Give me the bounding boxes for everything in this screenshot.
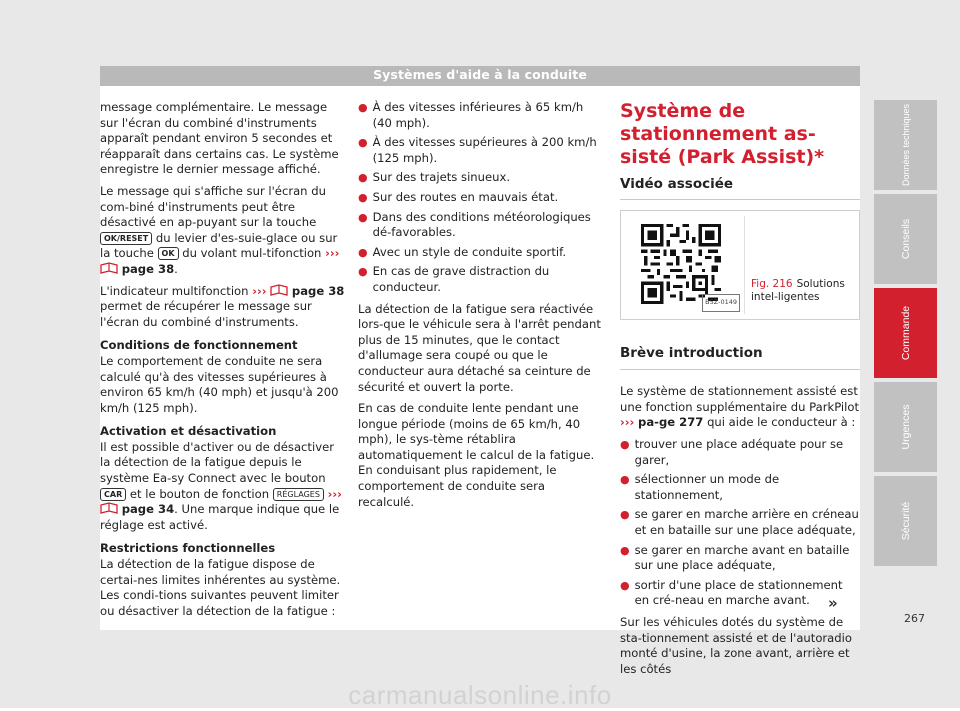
- list-item-text: Sur des trajets sinueux.: [372, 170, 511, 185]
- car-key-icon: CAR: [100, 488, 126, 501]
- bullet-icon: ●: [358, 171, 368, 185]
- figure-number: Fig. 216: [751, 277, 793, 290]
- paragraph: En cas de conduite lente pendant une longue période (moins de 65 km/h, 40 mph), le sys-tème rétablira automatiquement le calcul de la fatigue. En conduisant plus rapidement, le comportement de conduite sera recalculé.: [358, 401, 595, 509]
- chapter-tabs: [874, 100, 937, 570]
- page-number: 267: [904, 612, 925, 625]
- qr-code-panel[interactable]: [626, 216, 745, 314]
- text: Le système de stationnement assisté est une fonction supplémentaire du ParkPilot: [620, 384, 860, 414]
- figure-code: B5Z-0149: [702, 294, 740, 312]
- subheading-conditions: Conditions de fonctionnement: [100, 338, 298, 353]
- tab-label: Conseils: [899, 218, 912, 260]
- intro-heading: Brève introduction: [620, 346, 860, 371]
- list-item: [358, 190, 604, 206]
- list-item-text: Sur des routes en mauvais état.: [372, 189, 559, 204]
- list-item-text: trouver une place adéquate pour se garer,: [634, 436, 844, 467]
- list-item-text: Avec un style de conduite sportif.: [372, 244, 567, 259]
- paragraph: Sur les véhicules dotés du système de sta-tionnement assisté et de l'autoradio monté d'usine, la zone avant, arrière et les côtés: [620, 614, 852, 676]
- tab-commande[interactable]: [874, 288, 937, 378]
- list-item: [620, 472, 860, 503]
- column-2: [358, 100, 604, 516]
- bullet-icon: ●: [358, 136, 368, 150]
- list-item: [358, 135, 604, 166]
- list-item-text: En cas de grave distraction du conducteur.: [372, 264, 550, 294]
- list-item: [620, 578, 860, 609]
- page-reference-link[interactable]: page 34: [121, 502, 175, 517]
- text: permet de récupérer le message sur l'écran du combiné d'instruments.: [100, 299, 312, 329]
- reference-arrows: ›››: [620, 415, 635, 430]
- tab-label: Urgences: [899, 404, 912, 450]
- book-reference-icon: [270, 284, 288, 296]
- paragraph: [100, 440, 346, 534]
- tab-label: Données techniques: [900, 103, 911, 187]
- tab-urgences[interactable]: [874, 382, 937, 472]
- reglages-key-icon: RÉGLAGES: [273, 488, 324, 501]
- subheading-restrictions: Restrictions fonctionnelles: [100, 541, 276, 556]
- list-item-text: se garer en marche arrière en créneau et en bataille sur une place adéquate,: [634, 507, 859, 537]
- figure-caption: [751, 278, 857, 304]
- text: et le bouton de fonction: [129, 486, 270, 501]
- list-item-text: sélectionner un mode de stationnement,: [634, 472, 780, 502]
- bullet-icon: ●: [358, 210, 368, 224]
- video-heading: Vidéo associée: [620, 177, 860, 200]
- paragraph: La détection de la fatigue sera réactivée lors-que le véhicule sera à l'arrêt pendant plus de 15 minutes, que le contact d'allumage sera coupé ou que le conducteur aura détaché sa ceinture de sécurité et ouvert la porte.: [358, 301, 601, 394]
- column-1: [100, 100, 346, 625]
- bullet-icon: ●: [620, 437, 630, 451]
- page-reference-link[interactable]: pa-ge 277: [638, 415, 704, 430]
- ok-reset-key-icon: OK/RESET: [100, 232, 152, 245]
- paragraph: Le comportement de conduite ne sera calculé qu'à des vitesses supérieures à environ 65 km/h (40 mph) et jusqu'à 200 km/h (125 mph).: [100, 353, 339, 415]
- header-band: [100, 66, 860, 86]
- bullet-icon: ●: [620, 473, 630, 487]
- book-reference-icon: [100, 262, 118, 274]
- list-item: [358, 170, 604, 186]
- text: L'indicateur multifonction: [100, 283, 249, 298]
- subheading-activation: Activation et désactivation: [100, 424, 277, 439]
- text: Le message qui s'affiche sur l'écran du com-biné d'instruments peut être désactivé en ap-puyant sur la touche: [100, 183, 326, 230]
- list-item-text: À des vitesses supérieures à 200 km/h (125 mph).: [372, 135, 597, 165]
- list-item-text: sortir d'une place de stationnement en cré-neau en marche avant.: [634, 577, 843, 608]
- list-item: [358, 245, 604, 261]
- header-title: Systèmes d'aide à la conduite: [373, 67, 587, 82]
- text: du levier d'es-suie-glace ou sur la touche: [100, 230, 338, 261]
- section-title: Système de stationnement as-sisté (Park Assist)*: [620, 100, 825, 168]
- list-item: [620, 507, 860, 538]
- paragraph: [620, 384, 860, 431]
- list-item: [358, 210, 604, 241]
- caption-text: Solutions intel-ligentes: [751, 277, 845, 303]
- qr-code-icon[interactable]: [641, 224, 721, 304]
- bullet-icon: ●: [620, 508, 630, 522]
- tab-label: Commande: [899, 305, 912, 361]
- bullet-icon: ●: [358, 265, 368, 279]
- list-item-text: se garer en marche avant en bataille sur une place adéquate,: [634, 542, 850, 573]
- paragraph: Le message qui s'affiche sur l'écran du com-biné d'instruments peut être désactivé en ap-puyant sur la touche OK/RESET du levier d'es-suie-glace ou sur la touche OK du volant mul-tifonction ››› page 38.: [100, 183, 340, 276]
- paragraph: message complémentaire. Le message sur l'écran du combiné d'instruments apparaît pendant environ 5 secondes et réapparaît dans certains cas. Le système enregistre le dernier message affiché.: [100, 100, 339, 177]
- paragraph: [100, 284, 346, 331]
- list-item-text: À des vitesses inférieures à 65 km/h (40 mph).: [372, 100, 584, 130]
- tab-label: Sécurité: [899, 501, 912, 541]
- page-content: [100, 86, 860, 676]
- ok-key-icon: OK: [158, 247, 179, 260]
- bullet-icon: ●: [358, 190, 368, 204]
- figure-216: [620, 210, 860, 320]
- continued-icon: »: [828, 594, 838, 612]
- paragraph: La détection de la fatigue dispose de certai-nes limites inhérentes au système. Les condi-tions suivantes peuvent limiter ou désactiver la détection de la fatigue :: [100, 557, 341, 618]
- reference-arrows: ›››: [252, 283, 267, 298]
- list-item-text: Dans des conditions météorologiques dé-favorables.: [372, 209, 591, 240]
- tab-securite[interactable]: [874, 476, 937, 566]
- watermark: carmanualsonline.info: [348, 680, 612, 710]
- list-item: [620, 543, 860, 574]
- tab-donnees-techniques[interactable]: [874, 100, 937, 190]
- book-reference-icon: [100, 502, 118, 514]
- bullet-icon: ●: [620, 578, 630, 592]
- list-item: [358, 264, 604, 295]
- bullet-icon: ●: [620, 543, 630, 557]
- list-item: [358, 100, 604, 131]
- page-reference-link[interactable]: page 38: [291, 283, 345, 298]
- column-3: [620, 100, 860, 683]
- reference-arrows: ›››: [327, 486, 342, 501]
- bullet-icon: ●: [358, 101, 368, 114]
- text: Il est possible d'activer ou de désactiver la détection de la fatigue depuis le système Ea-sy Connect avec le bouton: [100, 439, 334, 486]
- text: qui aide le conducteur à :: [707, 415, 856, 430]
- reference-arrows: ›››: [325, 246, 340, 261]
- page-reference-link[interactable]: page 38: [121, 261, 175, 276]
- tab-conseils[interactable]: [874, 194, 937, 284]
- text: . Une marque indique que le réglage est activé.: [100, 502, 340, 532]
- text: du volant mul-tifonction: [182, 246, 322, 261]
- bullet-icon: ●: [358, 245, 368, 259]
- list-item: [620, 437, 860, 468]
